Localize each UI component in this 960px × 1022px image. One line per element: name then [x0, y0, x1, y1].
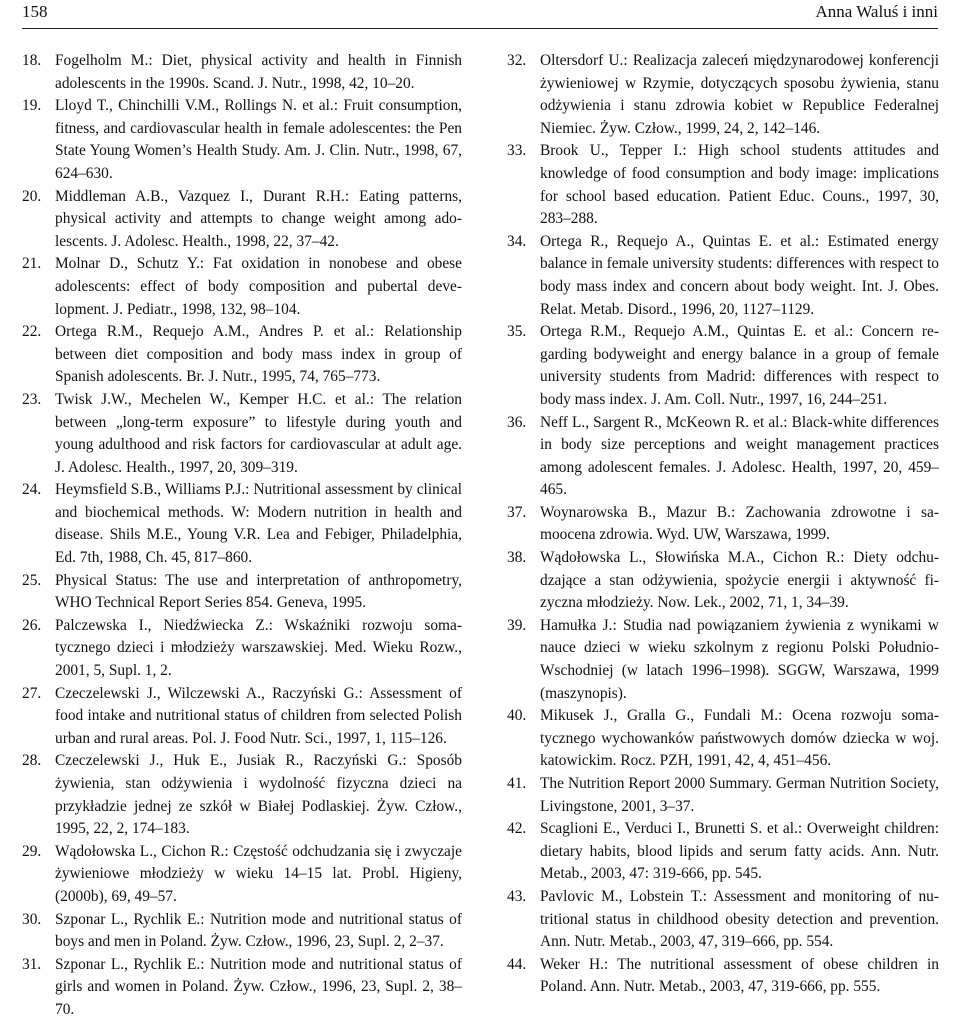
reference-number: 26. [22, 616, 42, 634]
reference-text: Pavlovic M., Lobstein T.: Assessment and monitoring of nutritional status in childhood obesity detection and prevention. Ann. Nutr. Metab., 2003, 47, 319–666, pp. 554. [540, 887, 939, 951]
reference-text: Woynarowska B., Mazur B.: Zachowania zdrowotne i samoocena zdrowia. Wyd. UW, Warszawa, 1999. [540, 503, 939, 544]
reference-text: Ortega R.M., Requejo A.M., Quintas E. et al.: Concern regarding bodyweight and energy balance in a group of female university students from Madrid: differences with respect to body mass index. J. Am. Coll. Nutr., 1997, 16, 244–251. [540, 323, 939, 408]
page-number: 158 [22, 2, 48, 21]
reference-number: 24. [22, 481, 42, 499]
reference-number: 18. [22, 52, 42, 69]
reference-text: Weker H.: The nutritional assessment of obese children in Poland. Ann. Nutr. Metab., 2003, 47, 319-666, pp. 555. [540, 955, 939, 996]
reference-number: 38. [507, 549, 527, 567]
reference-entry [507, 547, 939, 615]
reference-entry [507, 321, 939, 411]
reference-number: 37. [507, 503, 527, 521]
reference-entry [507, 818, 939, 886]
reference-text: Middleman A.B., Vazquez I., Durant R.H.: Eating patterns, physical activity and attempts to change weight among adolescents. J. Adolesc. Health., 1998, 22, 37–42. [55, 187, 462, 250]
reference-text: Lloyd T., Chinchilli V.M., Rollings N. et al.: Fruit consumption, fitness, and cardiovascular health in female adolescentes: the Pen State Young Women’s Health Study. Am. J. Clin. Nutr., 1998, 67, 624–630. [55, 97, 462, 182]
reference-entry [507, 886, 939, 954]
reference-number: 43. [507, 887, 527, 905]
reference-text: Mikusek J., Gralla G., Fundali M.: Ocena rozwoju somatycznego wychowanków państwowych domów dziecka w woj. katowickim. Rocz. PZH, 1991, 42, 4, 451–456. [540, 707, 939, 770]
reference-entry [507, 50, 939, 140]
reference-number: 19. [22, 97, 42, 115]
reference-text: Ortega R.M., Requejo A.M., Andres P. et al.: Relationship between diet composition and body mass index in group of Spanish adolescents. Br. J. Nutr., 1995, 74, 765–773. [55, 323, 462, 386]
reference-number: 36. [507, 413, 527, 431]
reference-entry [22, 683, 462, 751]
reference-text: Oltersdorf U.: Realizacja zaleceń międzynarodowej konferencji żywieniowej w Rzymie, dotyczących sposobu żywienia, stanu odżywienia i stanu zdrowia kobiet w Republice Federalnej Niemiec. Żyw. Człow., 1999, 24, 2, 142–146. [540, 52, 939, 137]
reference-text: Hamułka J.: Studia nad powiązaniem żywienia z wynikami w nauce dzieci w wieku szkolnym z regionu Polski Południo-Wschodniej (w latach 1996–1998). SGGW, Warszawa, 1999 (maszynopis). [540, 616, 939, 702]
reference-number: 31. [22, 955, 42, 973]
reference-number: 34. [507, 232, 527, 250]
reference-text: Fogelholm M.: Diet, physical activity and health in Finnish adolescents in the 1990s. Scand. J. Nutr., 1998, 42, 10–20. [55, 52, 462, 92]
reference-text: Molnar D., Schutz Y.: Fat oxidation in nonobese and obese adolescents: effect of body composition and pubertal development. J. Pediatr., 1998, 132, 98–104. [55, 255, 462, 318]
reference-text: The Nutrition Report 2000 Summary. German Nutrition Society, Livingstone, 2001, 3–37. [540, 775, 939, 815]
reference-entry [22, 253, 462, 321]
reference-text: Brook U., Tepper I.: High school students attitudes and knowledge of food consumption and body image: implications for school based education. Patient Educ. Couns., 1997, 30, 283–288. [540, 142, 939, 228]
reference-text: Physical Status: The use and interpretation of anthropometry, WHO Technical Report Series 854. Geneva, 1995. [55, 571, 462, 612]
reference-entry [507, 615, 939, 705]
reference-entry [22, 479, 462, 569]
page-header [22, 0, 938, 29]
reference-entry [507, 502, 939, 547]
reference-number: 41. [507, 775, 527, 792]
references-right-column [507, 50, 939, 999]
reference-entry [507, 412, 939, 502]
reference-number: 44. [507, 955, 527, 973]
reference-number: 20. [22, 187, 42, 205]
reference-number: 25. [22, 571, 42, 589]
reference-text: Scaglioni E., Verduci I., Brunetti S. et al.: Overweight children: dietary habits, blood lipids and serum fatty acids. Ann. Nutr. Metab., 2003, 47: 319-666, pp. 545. [540, 820, 939, 883]
reference-entry [22, 95, 462, 185]
reference-number: 40. [507, 707, 527, 725]
references-left-column [22, 50, 462, 1022]
reference-entry [22, 50, 462, 95]
reference-text: Czeczelewski J., Wilczewski A., Raczyński G.: Assessment of food intake and nutritional status of children from selected Polish urban and rural areas. Pol. J. Food Nutr. Sci., 1997, 1, 115–126. [55, 684, 462, 747]
reference-text: Neff L., Sargent R., McKeown R. et al.: Black-white differences in body size perceptions and weight management practices among adolescent females. J. Adolesc. Health, 1997, 20, 459–465. [540, 413, 939, 499]
reference-entry [507, 954, 939, 999]
reference-entry [507, 773, 939, 818]
reference-number: 21. [22, 255, 42, 273]
reference-number: 32. [507, 52, 527, 69]
reference-number: 39. [507, 616, 527, 634]
reference-entry [22, 954, 462, 1022]
reference-entry [22, 570, 462, 615]
reference-text: Heymsfield S.B., Williams P.J.: Nutritional assessment by clinical and biochemical methods. W: Modern nutrition in health and disease. Shils M.E., Young V.R. Lea and Febiger, Philadelphia, Ed. 7th, 1988, Ch. 45, 817–860. [55, 481, 462, 567]
reference-number: 28. [22, 752, 42, 770]
reference-text: Wądołowska L., Słowińska M.A., Cichon R.: Diety odchudzające a stan odżywienia, spożycie energii i aktywność fizyczna młodzieży. Now. Lek., 2002, 71, 1, 34–39. [540, 549, 939, 612]
reference-entry [22, 750, 462, 840]
reference-entry [507, 705, 939, 773]
reference-number: 35. [507, 323, 527, 341]
reference-text: Szponar L., Rychlik E.: Nutrition mode and nutritional status of girls and women in Poland. Żyw. Człow., 1996, 23, Supl. 2, 38–70. [55, 955, 462, 1018]
reference-text: Ortega R., Requejo A., Quintas E. et al.: Estimated energy balance in female university students: differences with respect to body mass index and concern about body weight. Int. J. Obes. Relat. Metab. Disord., 1996, 20, 1127–1129. [540, 232, 939, 318]
reference-number: 27. [22, 684, 42, 702]
reference-text: Czeczelewski J., Huk E., Jusiak R., Raczyński G.: Sposób żywienia, stan odżywienia i wydolność fizyczna dzieci na przykładzie jednej ze szkół w Białej Podlaskiej. Żyw. Człow., 1995, 22, 2, 174–183. [55, 752, 462, 838]
reference-text: Twisk J.W., Mechelen W., Kemper H.C. et al.: The relation between „long-term exposure” to lifestyle during youth and young adulthood and risk factors for cardiovascular at adult age. J. Adolesc. Health., 1997, 20, 309–319. [55, 390, 462, 476]
reference-entry [22, 389, 462, 479]
reference-entry [507, 231, 939, 321]
reference-text: Szponar L., Rychlik E.: Nutrition mode and nutritional status of boys and men in Poland. Żyw. Człow., 1996, 23, Supl. 2, 2–37. [55, 910, 462, 951]
reference-entry [22, 909, 462, 954]
reference-number: 22. [22, 323, 42, 341]
reference-entry [22, 615, 462, 683]
reference-number: 29. [22, 842, 42, 860]
reference-text: Palczewska I., Niedźwiecka Z.: Wskaźniki rozwoju somatycznego dzieci i młodzieży warszawskiej. Med. Wieku Rozw., 2001, 5, Supl. 1, 2. [55, 616, 462, 680]
reference-number: 30. [22, 910, 42, 928]
reference-entry [22, 321, 462, 389]
running-head: Anna Waluś i inni [815, 2, 938, 21]
reference-entry [507, 140, 939, 230]
reference-number: 23. [22, 390, 42, 408]
reference-entry [22, 186, 462, 254]
reference-entry [22, 841, 462, 909]
reference-number: 33. [507, 142, 527, 160]
reference-text: Wądołowska L., Cichon R.: Częstość odchudzania się i zwyczaje żywieniowe młodzieży w wieku 14–15 lat. Probl. Higieny, (2000b), 69, 49–57. [55, 842, 462, 905]
reference-number: 42. [507, 820, 527, 838]
